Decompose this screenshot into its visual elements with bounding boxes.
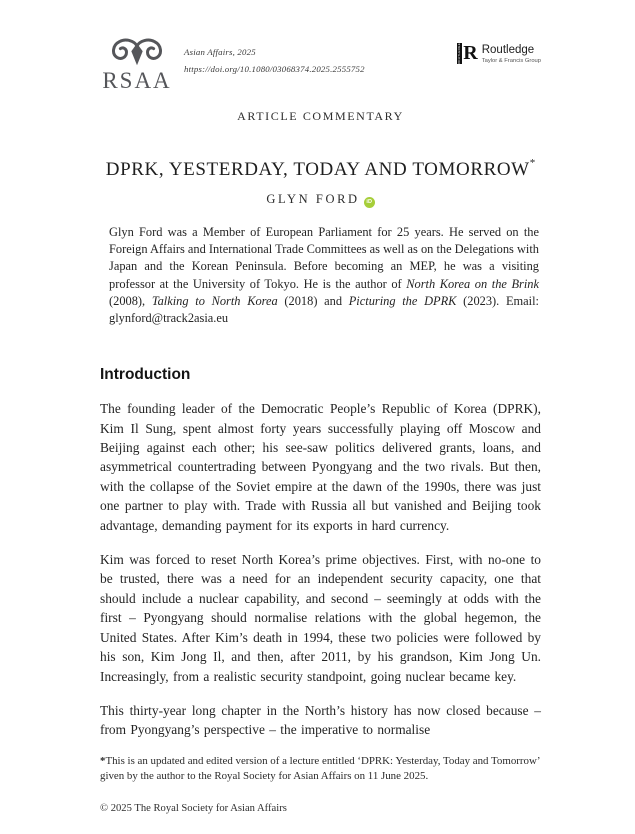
routledge-r-icon: R [463, 42, 478, 64]
body-paragraph: This thirty-year long chapter in the North’s history has now closed because – from Pyongyang’s perspective – the imperative to normalise [100, 702, 541, 738]
ram-head-icon [109, 38, 165, 68]
bio-text: (2023). Email: [456, 293, 539, 308]
orcid-icon[interactable]: iD [364, 197, 375, 208]
routledge-vertical-text: ROUTLEDGE [457, 43, 462, 64]
footnote-marker: * [100, 754, 106, 767]
author-bio [109, 224, 539, 327]
bio-text: (2008), [109, 293, 152, 308]
section-heading-introduction: Introduction [100, 366, 191, 384]
book-title: Talking to North Korea [151, 293, 278, 308]
article-body [100, 399, 541, 740]
author-name: GLYN FORD [266, 192, 360, 206]
routledge-logo [457, 38, 541, 64]
article-type-label: ARTICLE COMMENTARY [237, 109, 404, 123]
article-title [100, 157, 541, 181]
routledge-group: Taylor & Francis Group [481, 58, 541, 65]
body-paragraph: The founding leader of the Democratic People’s Republic of Korea (DPRK), Kim Il Sung, spent almost forty years successfully playing off Moscow and Beijing against each other; his see-saw politics delivered grants, loans, and asymmetrical countertrading between Pyongyang and the two rivals. But then, with the collapse of the Soviet empire at the dawn of the 1990s, there was just one partner to play with. Trade with Russia all but vanished and Beijing took advantage, demanding payment for its exports in hard currency. [100, 401, 541, 533]
book-title: North Korea on the Brink [406, 276, 539, 291]
book-title: Picturing the DPRK [348, 293, 457, 308]
journal-header [100, 38, 541, 92]
doi-link[interactable]: https://doi.org/10.1080/03068374.2025.2555752 [184, 63, 365, 74]
email-link[interactable]: glynford@track2asia.eu [109, 311, 229, 326]
title-footnote-marker: * [529, 157, 536, 169]
bio-text: (2018) and [277, 293, 349, 308]
footnote [100, 754, 541, 784]
journal-name: Asian Affairs, 2025 [184, 47, 256, 57]
rsaa-logo [100, 38, 174, 92]
body-paragraph: Kim was forced to reset North Korea’s prime objectives. First, with no-one to be trusted, there was a need for an independent security capacity, one that should include a nuclear capability, and second – seemingly at odds with the first – Pyongyang should normalise relations with the global hegemon, the United States. After Kim’s death in 1994, these two policies were followed by his son, Kim Jong Il, and then, after 2011, by his grandson, Kim Jong Un. Increasingly, from a realistic security standpoint, going nuclear became key. [100, 552, 541, 684]
rsaa-wordmark: RSAA [102, 68, 172, 93]
routledge-vertical-bar [457, 43, 462, 64]
copyright-line: © 2025 The Royal Society for Asian Affairs [100, 803, 287, 815]
routledge-name: Routledge [481, 44, 535, 56]
author-line [100, 192, 541, 208]
bio-text: Glyn Ford was a Member of European Parliament for 25 years. He served on the Foreign Affairs and International Trade Committees as well as on the Delegations with Japan and the Korean Peninsula. Before becoming an MEP, he was a visiting professor at the University of Tokyo. He is the author of [109, 225, 539, 291]
routledge-text [482, 43, 541, 64]
footnote-text: This is an updated and edited version of a lecture entitled ‘DPRK: Yesterday, Today and Tomorrow’ given by the author to the Royal Society for Asian Affairs on 11 June 2025. [100, 754, 540, 782]
article-title-text: DPRK, YESTERDAY, TODAY AND TOMORROW [105, 159, 530, 180]
journal-info [184, 38, 457, 77]
